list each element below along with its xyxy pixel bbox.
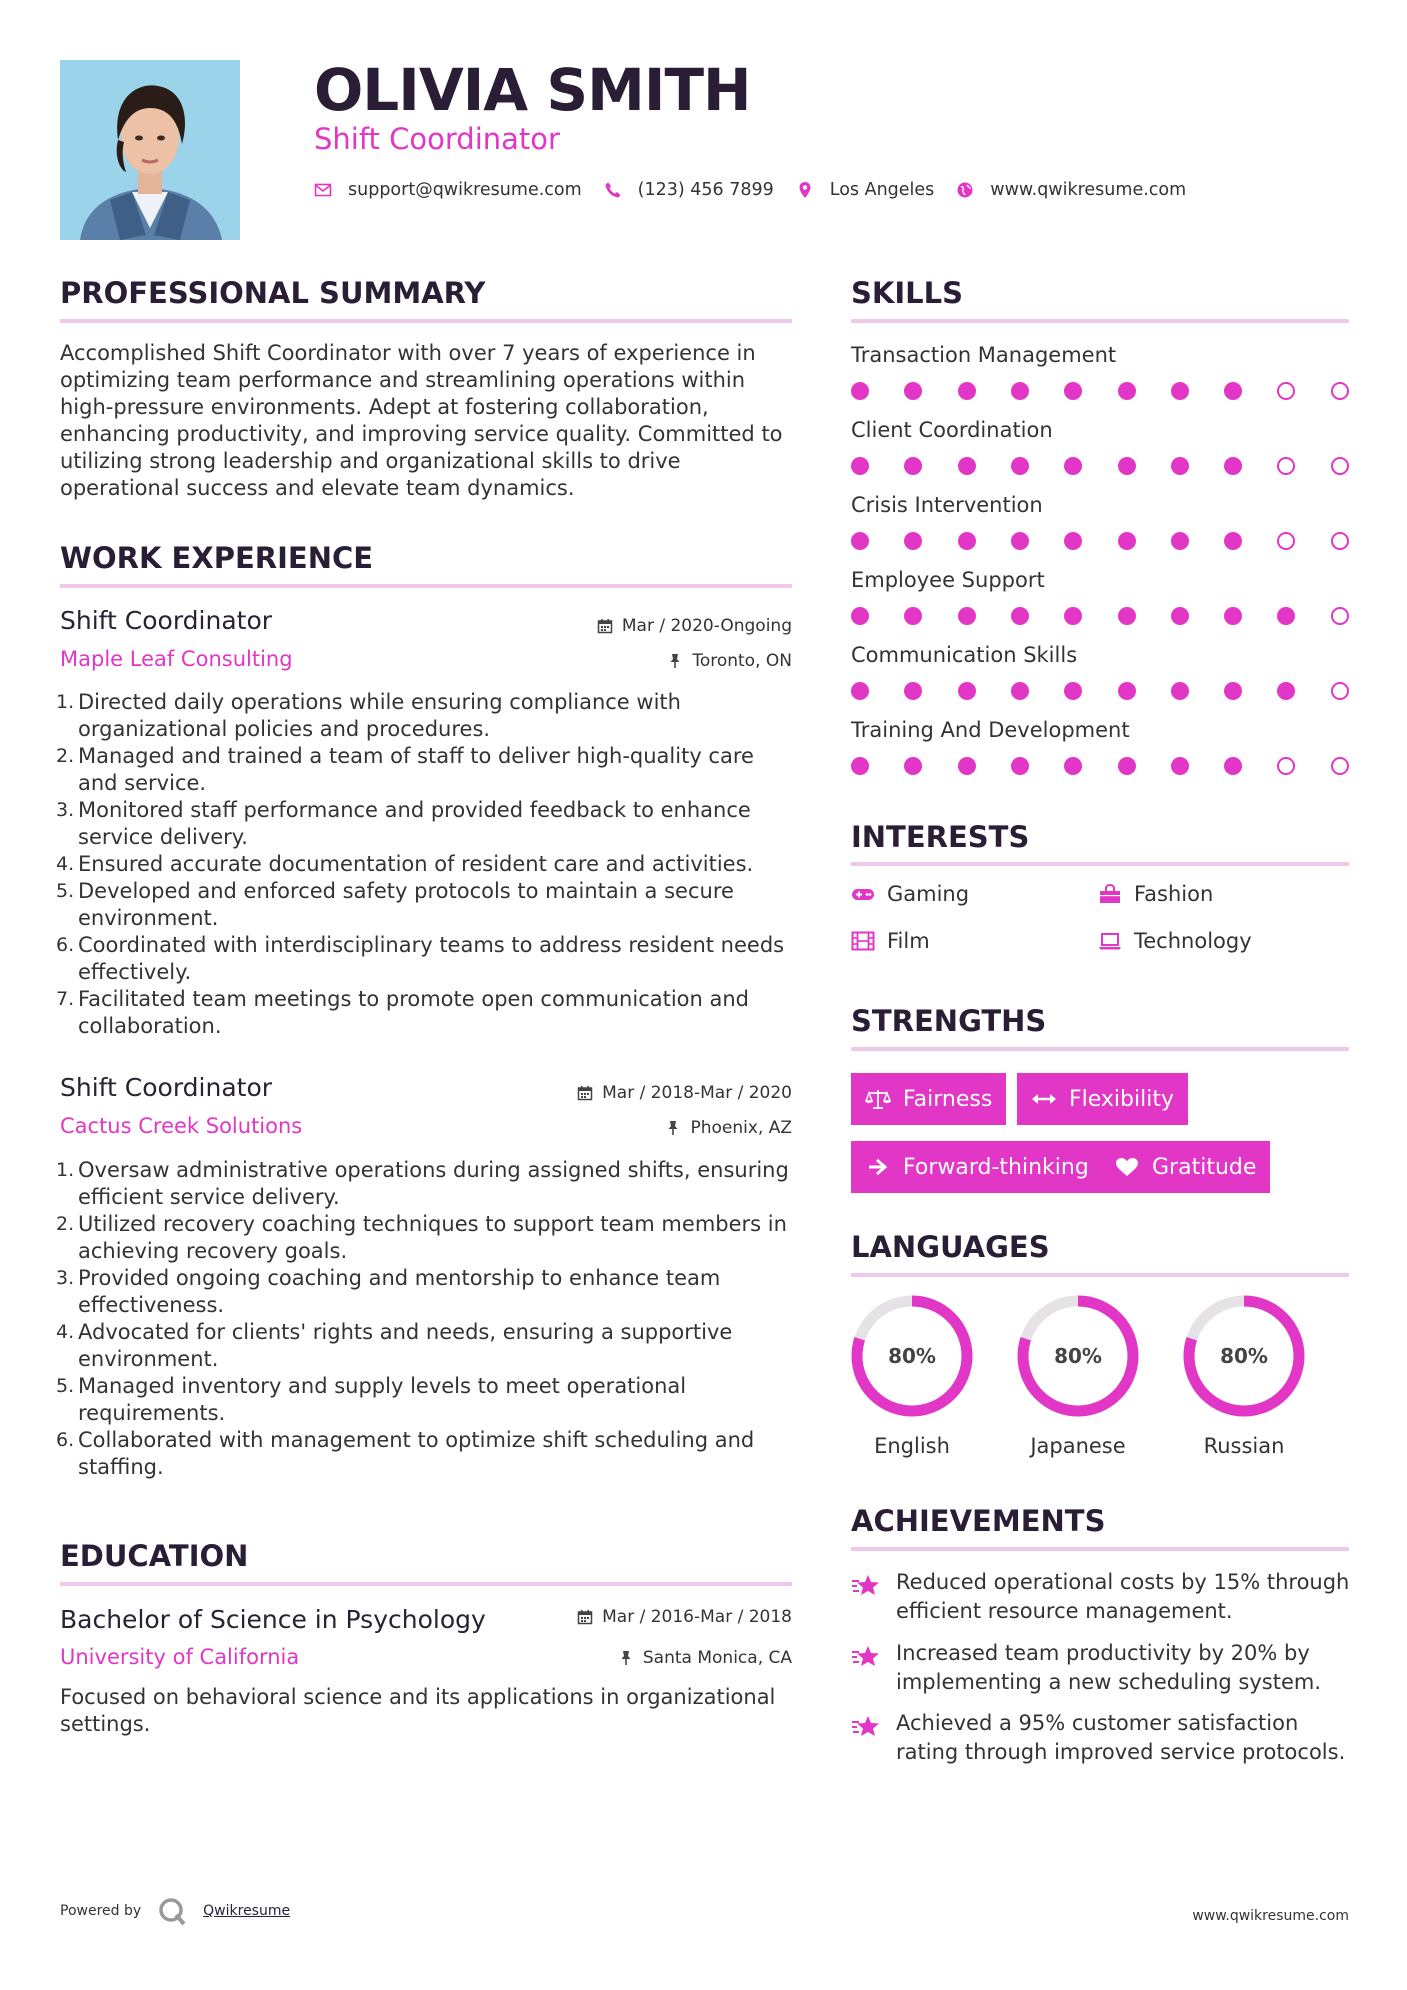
phone-icon (604, 181, 622, 199)
contact-email[interactable] (314, 180, 582, 200)
job-location-text: Phoenix, AZ (690, 1118, 792, 1138)
rating-dot-filled (851, 457, 869, 475)
achievements-divider (851, 1547, 1349, 1551)
strength-label: Fairness (903, 1086, 993, 1112)
profile-photo (60, 60, 240, 240)
job-company: Maple Leaf Consulting (60, 647, 293, 671)
heart-icon (1114, 1156, 1140, 1178)
rating-dot-filled (958, 382, 976, 400)
degree-title: Bachelor of Science in Psychology (60, 1605, 486, 1634)
experience-heading: WORK EXPERIENCE (60, 541, 374, 575)
interest-label: Film (887, 929, 930, 953)
achievement-item (851, 1709, 1351, 1767)
contact-phone-text: (123) 456 7899 (637, 180, 774, 200)
shopping-bag-icon (1098, 884, 1122, 904)
skill-name: Crisis Intervention (851, 493, 1043, 517)
rating-dot-filled (851, 607, 869, 625)
education-location (618, 1648, 792, 1668)
skills-divider (851, 319, 1349, 323)
rating-dot-empty (1277, 382, 1295, 400)
skill-rating (851, 457, 1349, 477)
strength-label: Gratitude (1152, 1154, 1257, 1180)
language-item (850, 1294, 974, 1458)
film-icon (851, 931, 875, 951)
skills-heading: SKILLS (851, 276, 963, 310)
achievement-text: Increased team productivity by 20% by implementing a new scheduling system. (896, 1641, 1322, 1694)
rating-dot-filled (1118, 382, 1136, 400)
rating-dot-filled (1277, 607, 1295, 625)
list-item: Provided ongoing coaching and mentorship to enhance team effectiveness. (78, 1266, 721, 1317)
rating-dot-filled (1171, 457, 1189, 475)
rating-dot-empty (1331, 532, 1349, 550)
list-item: Managed inventory and supply levels to meet operational requirements. (78, 1374, 687, 1425)
list-item: Ensured accurate documentation of resident care and activities. (78, 852, 754, 876)
rating-dot-filled (1064, 682, 1082, 700)
pushpin-icon (667, 653, 683, 669)
rating-dot-filled (1011, 757, 1029, 775)
skill-rating (851, 607, 1349, 627)
strength-badge-gratitude (1100, 1141, 1270, 1193)
footer-website[interactable]: www.qwikresume.com (1192, 1908, 1349, 1924)
strengths-divider (851, 1047, 1349, 1051)
language-percent: 80% (1054, 1344, 1102, 1368)
language-name: English (874, 1434, 950, 1458)
rating-dot-filled (1064, 457, 1082, 475)
rating-dot-empty (1277, 532, 1295, 550)
interest-gaming (851, 882, 969, 906)
achievement-text: Achieved a 95% customer satisfaction rating through improved service protocols. (896, 1711, 1346, 1764)
rating-dot-filled (1224, 382, 1242, 400)
contact-location (796, 180, 935, 200)
arrow-right-icon (865, 1156, 891, 1178)
strength-label: Forward-thinking (903, 1154, 1089, 1180)
rating-dot-filled (1011, 532, 1029, 550)
language-name: Japanese (1030, 1434, 1126, 1458)
language-item (1182, 1294, 1306, 1458)
rating-dot-filled (1171, 607, 1189, 625)
achievements-heading: ACHIEVEMENTS (851, 1504, 1106, 1538)
interest-technology (1098, 929, 1252, 953)
skill-name: Transaction Management (851, 343, 1117, 367)
rating-dot-filled (1064, 532, 1082, 550)
rating-dot-filled (904, 457, 922, 475)
interests-divider (851, 862, 1349, 866)
rating-dot-filled (1171, 682, 1189, 700)
rating-dot-filled (851, 532, 869, 550)
job-location (665, 1118, 792, 1138)
language-percent: 80% (1220, 1344, 1268, 1368)
school-name: University of California (60, 1645, 300, 1669)
rating-dot-filled (1118, 607, 1136, 625)
calendar-icon (577, 1085, 593, 1101)
star-trophy-icon (851, 1713, 881, 1741)
powered-by-text: Powered by (60, 1903, 142, 1919)
rating-dot-filled (851, 382, 869, 400)
qwikresume-logo-icon (157, 1896, 187, 1926)
contact-location-text: Los Angeles (829, 180, 935, 200)
achievement-item (851, 1568, 1351, 1626)
envelope-icon (314, 181, 332, 199)
skill-rating (851, 757, 1349, 777)
balance-scale-icon (865, 1088, 891, 1110)
list-item: Oversaw administrative operations during assigned shifts, ensuring efficient service delivery. (78, 1158, 789, 1209)
strength-badge-forward-thinking (851, 1141, 1103, 1193)
rating-dot-empty (1331, 457, 1349, 475)
map-marker-icon (796, 181, 814, 199)
rating-dot-filled (904, 607, 922, 625)
rating-dot-filled (851, 757, 869, 775)
languages-divider (851, 1273, 1349, 1277)
strength-label: Flexibility (1069, 1086, 1174, 1112)
job-title: Shift Coordinator (60, 606, 273, 635)
skill-name: Training And Development (851, 718, 1130, 742)
gamepad-icon (851, 884, 875, 904)
education-divider (60, 1582, 792, 1586)
strengths-heading: STRENGTHS (851, 1004, 1047, 1038)
interest-fashion (1098, 882, 1213, 906)
rating-dot-filled (958, 682, 976, 700)
rating-dot-filled (1118, 457, 1136, 475)
job-date (577, 1083, 792, 1103)
star-trophy-icon (851, 1572, 881, 1600)
language-item (1016, 1294, 1140, 1458)
rating-dot-filled (1011, 457, 1029, 475)
rating-dot-filled (1224, 532, 1242, 550)
language-percent: 80% (888, 1344, 936, 1368)
rating-dot-filled (1011, 607, 1029, 625)
rating-dot-filled (1011, 382, 1029, 400)
rating-dot-filled (958, 457, 976, 475)
rating-dot-filled (1118, 532, 1136, 550)
experience-divider (60, 584, 792, 588)
rating-dot-filled (1224, 457, 1242, 475)
rating-dot-filled (904, 682, 922, 700)
rating-dot-empty (1331, 757, 1349, 775)
interest-label: Technology (1134, 929, 1252, 953)
rating-dot-empty (1277, 757, 1295, 775)
skill-name: Employee Support (851, 568, 1045, 592)
candidate-name: OLIVIA SMITH (314, 56, 751, 124)
rating-dot-filled (1224, 682, 1242, 700)
qwikresume-link[interactable]: Qwikresume (203, 1903, 291, 1919)
list-item: Managed and trained a team of staff to deliver high-quality care and service. (78, 744, 754, 795)
rating-dot-empty (1331, 682, 1349, 700)
rating-dot-empty (1331, 382, 1349, 400)
laptop-icon (1098, 931, 1122, 951)
candidate-title: Shift Coordinator (314, 122, 560, 156)
rating-dot-filled (1171, 382, 1189, 400)
list-item: Advocated for clients' rights and needs, ensuring a supportive environment. (78, 1320, 733, 1371)
rating-dot-filled (904, 757, 922, 775)
rating-dot-filled (1064, 757, 1082, 775)
skill-rating (851, 382, 1349, 402)
summary-heading: PROFESSIONAL SUMMARY (60, 276, 486, 310)
rating-dot-filled (1277, 682, 1295, 700)
rating-dot-filled (1118, 757, 1136, 775)
interest-label: Gaming (887, 882, 970, 906)
job-title: Shift Coordinator (60, 1073, 273, 1102)
list-item: Facilitated team meetings to promote open communication and collaboration. (78, 987, 750, 1038)
rating-dot-filled (1064, 607, 1082, 625)
rating-dot-filled (1118, 682, 1136, 700)
interest-label: Fashion (1134, 882, 1214, 906)
rating-dot-empty (1331, 607, 1349, 625)
footer-powered-by (60, 1896, 290, 1926)
rating-dot-filled (1011, 682, 1029, 700)
job-location (667, 651, 792, 671)
arrows-horizontal-icon (1031, 1088, 1057, 1110)
skill-name: Communication Skills (851, 643, 1078, 667)
pushpin-icon (665, 1120, 681, 1136)
contact-website-text: www.qwikresume.com (990, 180, 1187, 200)
contact-phone[interactable] (604, 180, 774, 200)
contact-bar (314, 176, 1208, 204)
summary-text: Accomplished Shift Coordinator with over 7 years of experience in optimizing team performance and streamlining operations within high-pressure environments. Adept at fostering collaboration, enhancing productivity, and improving service quality. Committed to utilizing strong leadership and organizational skills to drive operational success and elevate team dynamics. (60, 341, 783, 500)
list-item: Developed and enforced safety protocols to maintain a secure environment. (78, 879, 734, 930)
rating-dot-filled (1224, 607, 1242, 625)
education-heading: EDUCATION (60, 1539, 249, 1573)
rating-dot-filled (1171, 532, 1189, 550)
contact-website[interactable] (956, 180, 1186, 200)
rating-dot-empty (1277, 457, 1295, 475)
star-trophy-icon (851, 1643, 881, 1671)
contact-email-text: support@qwikresume.com (348, 180, 582, 200)
languages-heading: LANGUAGES (851, 1230, 1050, 1264)
interests-heading: INTERESTS (851, 820, 1030, 854)
job-location-text: Toronto, ON (692, 651, 792, 671)
list-item: Coordinated with interdisciplinary teams to address resident needs effectively. (78, 933, 785, 984)
job-date-text: Mar / 2018-Mar / 2020 (602, 1083, 792, 1103)
strength-badge-fairness (851, 1073, 1006, 1125)
pushpin-icon (618, 1650, 634, 1666)
strength-badge-flexibility (1017, 1073, 1188, 1125)
job-company: Cactus Creek Solutions (60, 1114, 303, 1138)
rating-dot-filled (958, 757, 976, 775)
job-bullets (78, 689, 798, 1040)
rating-dot-filled (851, 682, 869, 700)
list-item: Collaborated with management to optimize shift scheduling and staffing. (78, 1428, 755, 1479)
rating-dot-filled (958, 532, 976, 550)
achievement-item (851, 1639, 1351, 1697)
education-date-text: Mar / 2016-Mar / 2018 (602, 1607, 792, 1627)
rating-dot-filled (904, 532, 922, 550)
rating-dot-filled (1171, 757, 1189, 775)
education-description: Focused on behavioral science and its applications in organizational settings. (60, 1685, 776, 1736)
list-item: Directed daily operations while ensuring compliance with organizational policies and procedures. (78, 690, 681, 741)
achievement-text: Reduced operational costs by 15% through efficient resource management. (896, 1570, 1350, 1623)
job-date (597, 616, 792, 636)
rating-dot-filled (1064, 382, 1082, 400)
language-name: Russian (1203, 1434, 1285, 1458)
globe-icon (956, 181, 974, 199)
rating-dot-filled (904, 382, 922, 400)
list-item: Utilized recovery coaching techniques to support team members in achieving recovery goals. (78, 1212, 787, 1263)
job-bullets (78, 1157, 798, 1481)
rating-dot-filled (1224, 757, 1242, 775)
education-date (577, 1607, 792, 1627)
job-date-text: Mar / 2020-Ongoing (621, 616, 792, 636)
list-item: Monitored staff performance and provided feedback to enhance service delivery. (78, 798, 751, 849)
skill-rating (851, 682, 1349, 702)
skill-name: Client Coordination (851, 418, 1053, 442)
interest-film (851, 929, 930, 953)
skill-rating (851, 532, 1349, 552)
summary-divider (60, 319, 792, 323)
calendar-icon (577, 1609, 593, 1625)
rating-dot-filled (958, 607, 976, 625)
education-location-text: Santa Monica, CA (642, 1648, 792, 1668)
calendar-icon (597, 618, 613, 634)
